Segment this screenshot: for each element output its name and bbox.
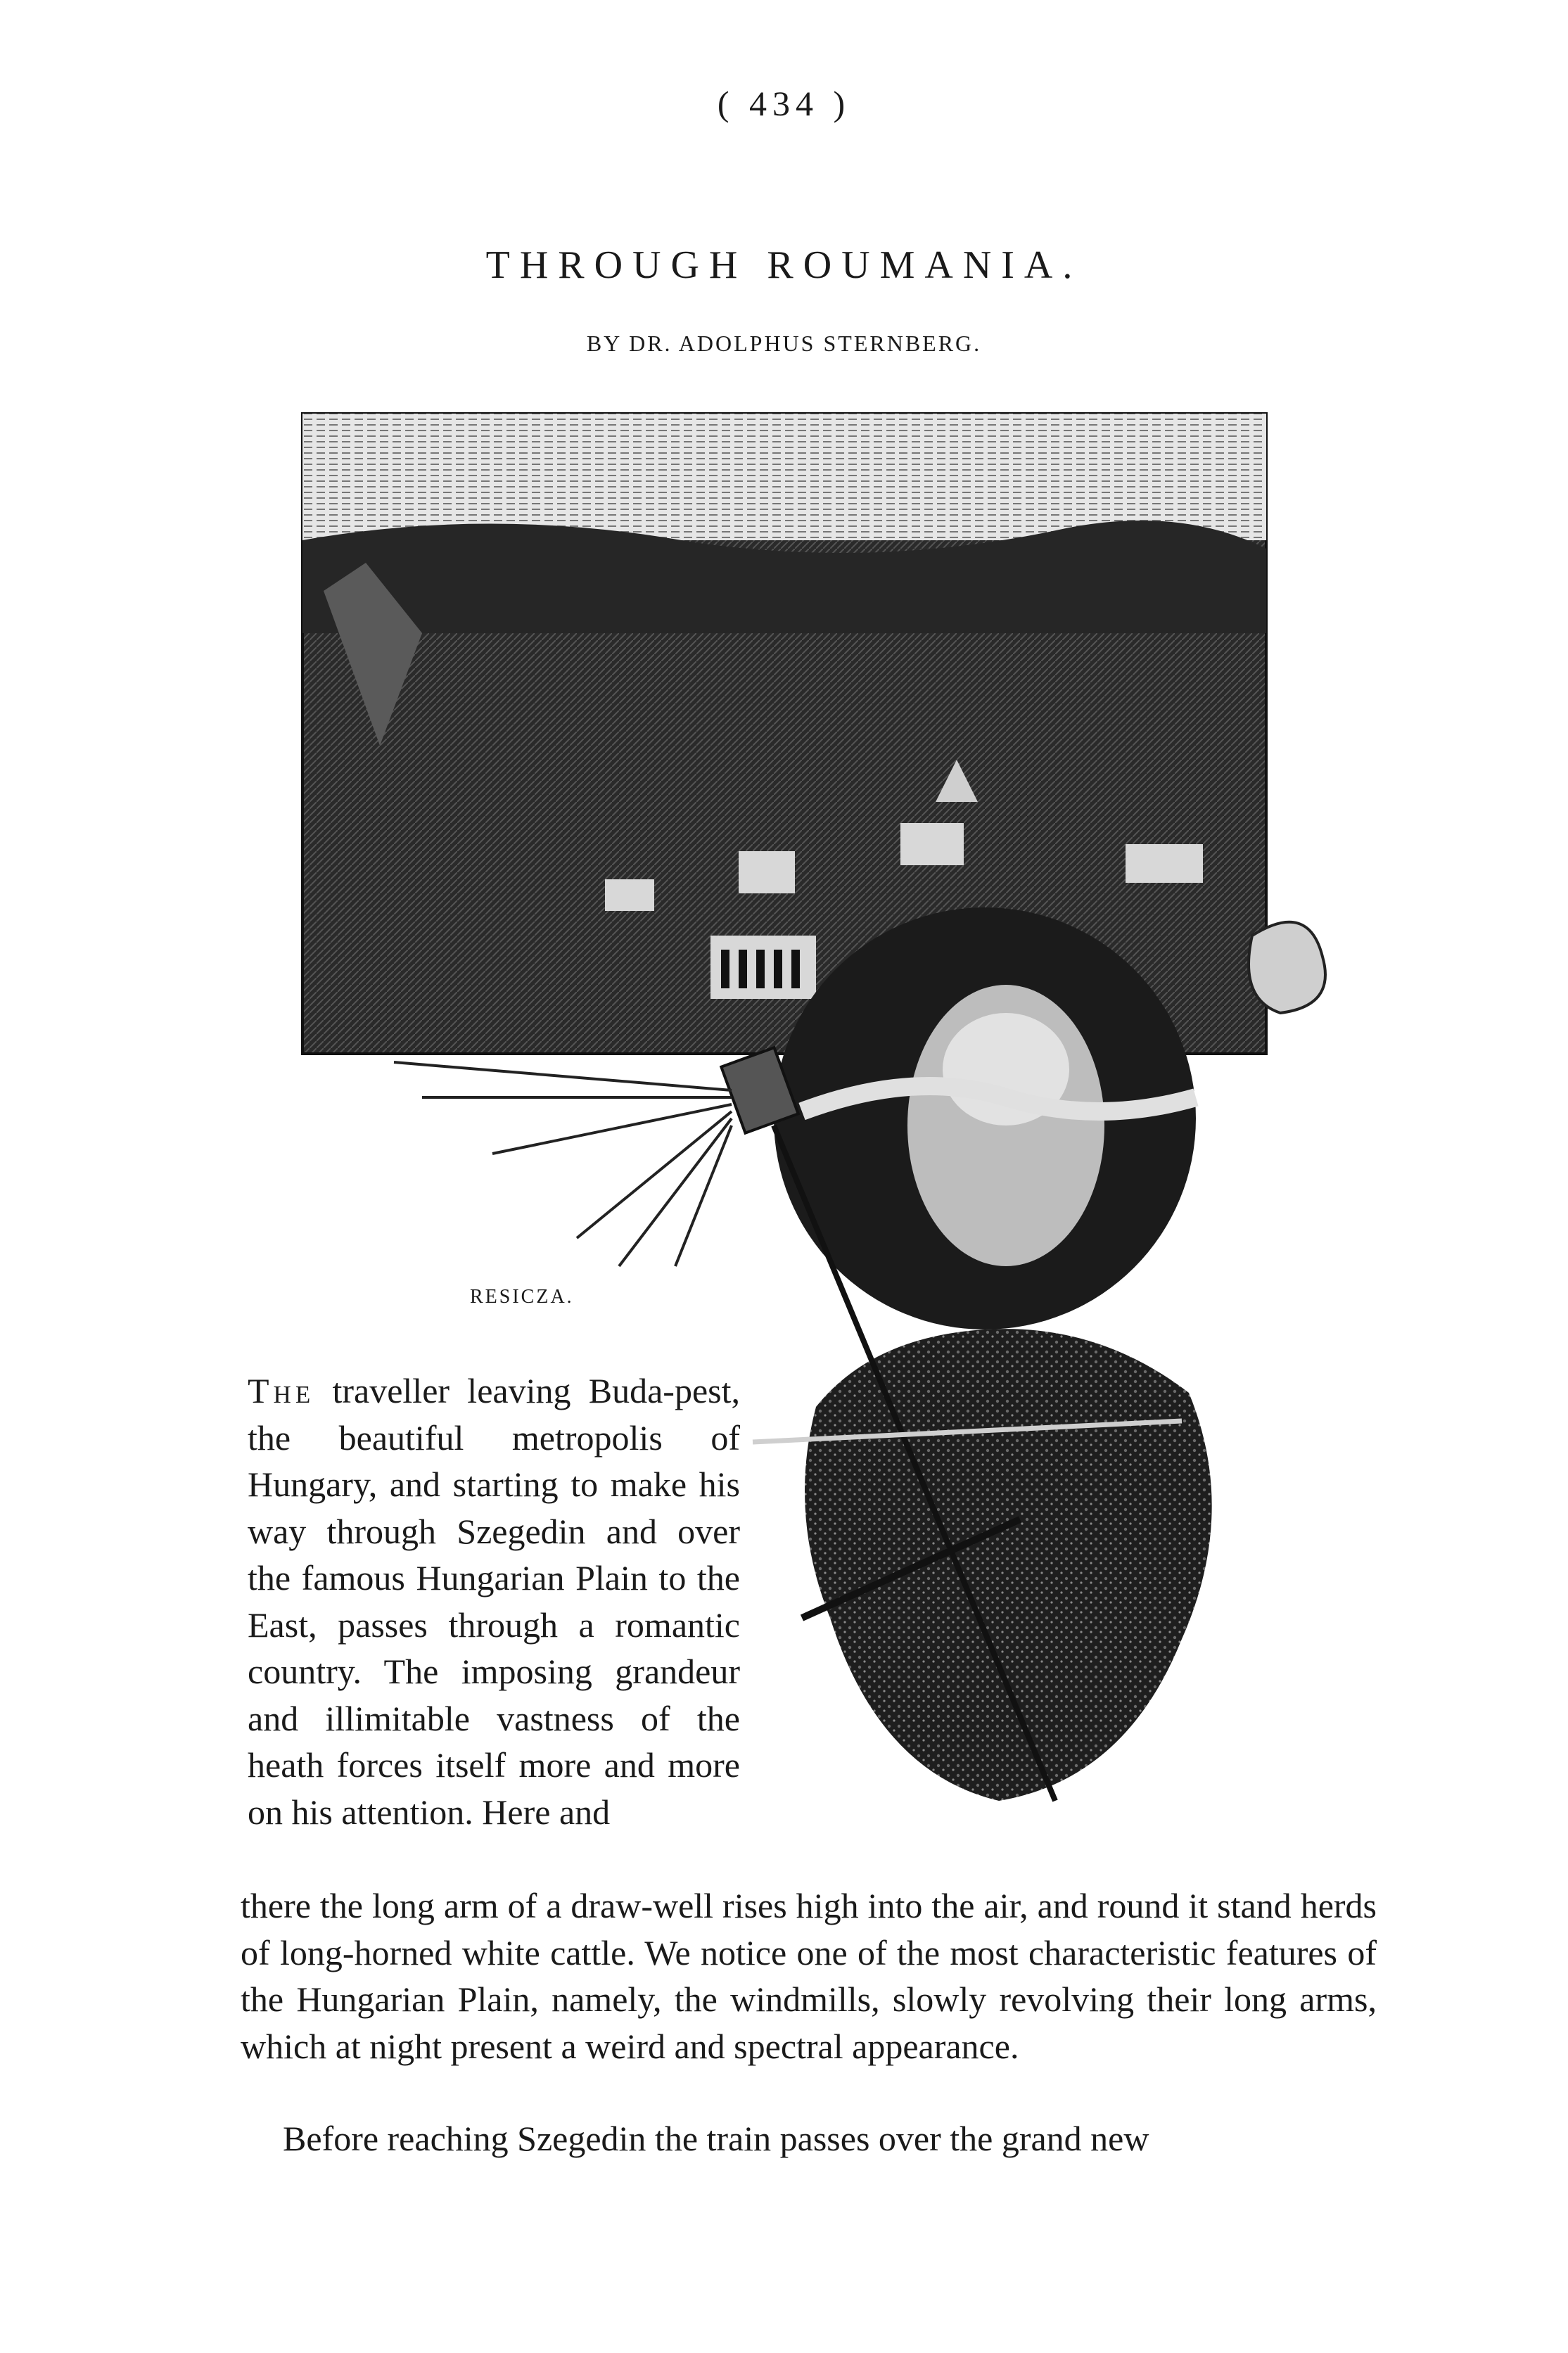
lead-word: The <box>248 1371 315 1410</box>
illustration-caption: RESICZA. <box>470 1286 574 1308</box>
page-number: ( 434 ) <box>717 84 851 123</box>
narrow-column-text <box>248 1367 740 1835</box>
second-paragraph: Before reaching Szegedin the train passes over the grand new <box>283 2119 1149 2158</box>
author-byline: BY DR. ADOLPHUS STERNBERG. <box>586 331 982 356</box>
town-view <box>302 414 1266 1054</box>
article-title: THROUGH ROUMANIA. <box>485 243 1083 287</box>
narrow-body: traveller leaving Buda-pest, the beautiful metropolis of Hungary, and starting to make his way through Szegedin and over the famous Hungarian Plain to the East, passes through a romantic country. The imposing grandeur and illimitable vastness of the heath forces itself more and more on his attention. Here and <box>248 1371 740 1832</box>
full-width-text: there the long arm of a draw-well rises high into the air, and round it stand herds of long-horned white cattle. We notice one of the most characteristic features of the Hungarian Plain, namely, the windmills, slowly revolving their long arms, which at night present a weird and spectral appearance. <box>241 1886 1377 2066</box>
